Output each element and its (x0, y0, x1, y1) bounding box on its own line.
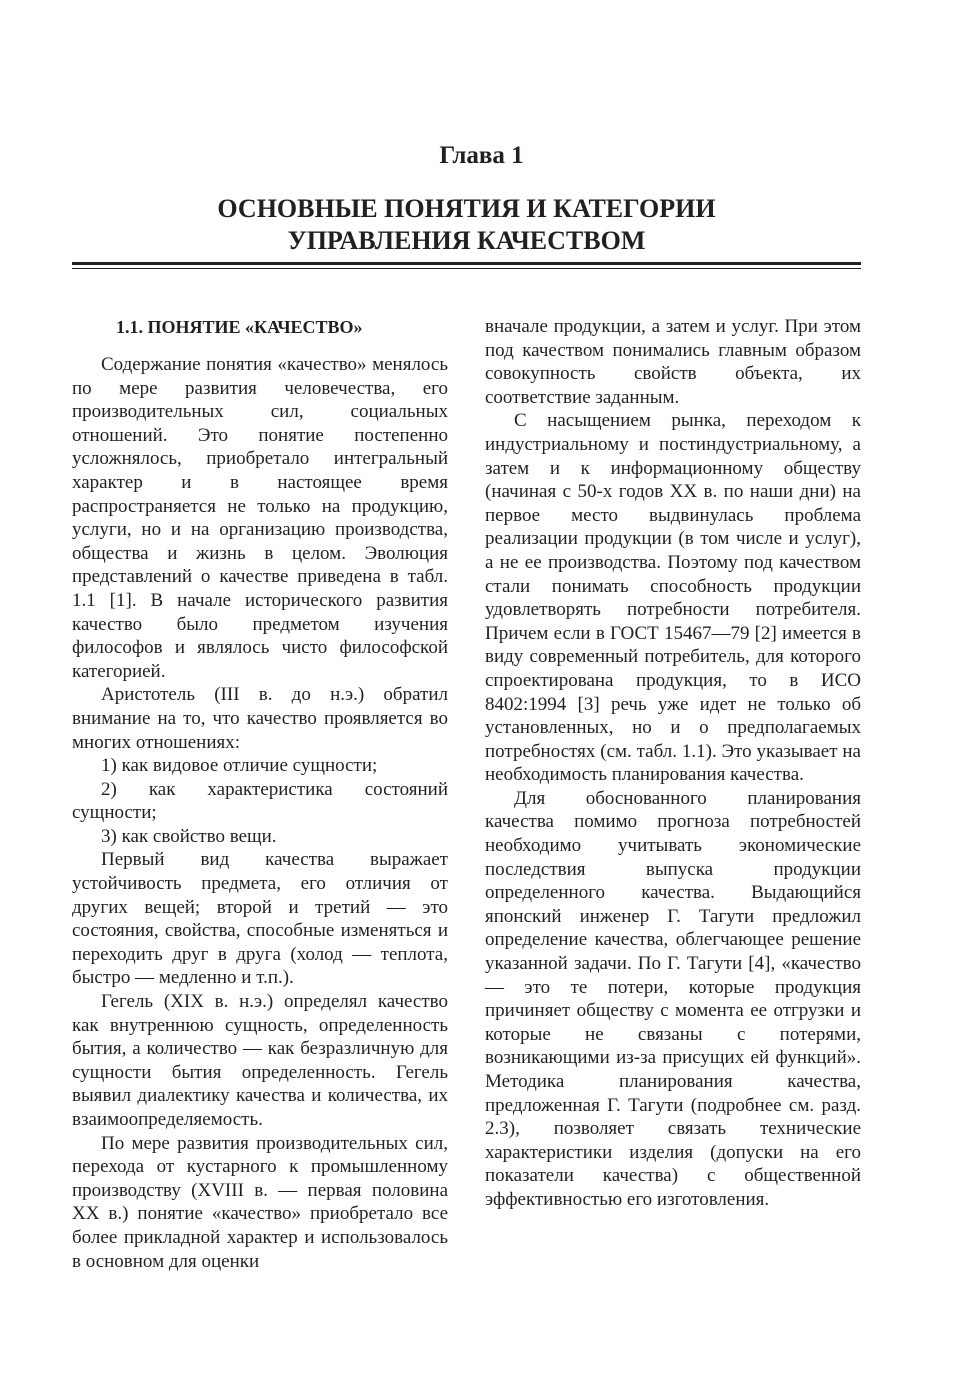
right-column (485, 315, 861, 1212)
list-item: 2) как характеристика состояний сущности; (72, 778, 448, 824)
chapter-title-line-2: УПРАВЛЕНИЯ КАЧЕСТВОМ (287, 226, 646, 255)
left-column (72, 316, 448, 1273)
chapter-label: Глава 1 (439, 142, 524, 169)
paragraph: Аристотель (III в. до н.э.) обратил внимание на то, что качество проявляется во многих отношениях: (72, 684, 448, 753)
title-rule-thin (72, 268, 861, 269)
list-item: 3) как свойство вещи. (101, 825, 277, 847)
paragraph: Гегель (XIX в. н.э.) определял качество как внутреннюю сущность, определенность бытия, а количество — как безразличную для сущности бытия определенность. Гегель выявил диалектику качества и количества, их взаимоопределяемость. (72, 991, 448, 1130)
paragraph: Содержание понятия «качество» менялось по мере развития человечества, его производительных сил, социальных отношений. Это понятие постепенно усложнялось, приобретало интегральный характер и в настоящее время распространяется не только на продукцию, услуги, но и на организацию производства, общества и жизнь в целом. Эволюция представлений о качестве приведена в табл. 1.1 [1]. В начале исторического развития качество было предметом изучения философов и являлось чисто философской категорией. (72, 354, 448, 682)
chapter-title-line-1: ОСНОВНЫЕ ПОНЯТИЯ И КАТЕГОРИИ (217, 194, 716, 223)
title-rule-thick (72, 262, 861, 265)
list-item: 1) как видовое отличие сущности; (101, 755, 378, 777)
paragraph: Первый вид качества выражает устойчивость предмета, его отличия от других вещей; второй и третий — это состояния, свойства, способные изменяться и переходить друг в друга (холод — теплота, быстро — медленно и т.п.). (72, 849, 448, 989)
paragraph: По мере развития производительных сил, перехода от кустарного к промышленному производству (XVIII в. — первая половина XX в.) понятие «качество» приобретало все более прикладной характер и использовалось в основном для оценки (72, 1132, 448, 1272)
paragraph: С насыщением рынка, переходом к индустриальному и постиндустриальному, а затем и к информационному обществу (начиная с 50-х годов XX в. по наши дни) на первое место выдвинулась проблема реализации продукции (в том числе и услуг), а не ее производства. Поэтому под качеством стали понимать способность продукции удовлетворять потребности потребителя. Причем если в ГОСТ 15467—79 [2] имеется в виду современный потребитель, для которого спроектирована продукция, то в ИСО 8402:1994 [3] речь уже идет не только об установленных, но и о предполагаемых потребностях (см. табл. 1.1). Это указывает на необходимость планирования качества. (485, 410, 861, 786)
paragraph: Для обоснованного планирования качества помимо прогноза потребностей необходимо учитывать экономические последствия выпуска продукции определенного качества. Выдающийся японский инженер Г. Тагути предложил определение качества, облегчающее решение указанной задачи. По Г. Тагути [4], «качество — это те потери, которые продукция причиняет обществу с момента ее отгрузки и которые не связаны с потерями, возникающими из-за присущих ей функций». Методика планирования качества, предложенная Г. Тагути (подробнее см. разд. 2.3), позволяет связать технические характеристики изделия (допуски на его показатели качества) с общественной эффективностью его изготовления. (485, 787, 861, 1210)
paragraph: вначале продукции, а затем и услуг. При этом под качеством понимались главным образом совокупность свойств объекта, их соответствие заданным. (485, 316, 861, 408)
chapter-title (0, 193, 933, 257)
section-heading: 1.1. ПОНЯТИЕ «КАЧЕСТВО» (116, 317, 363, 337)
